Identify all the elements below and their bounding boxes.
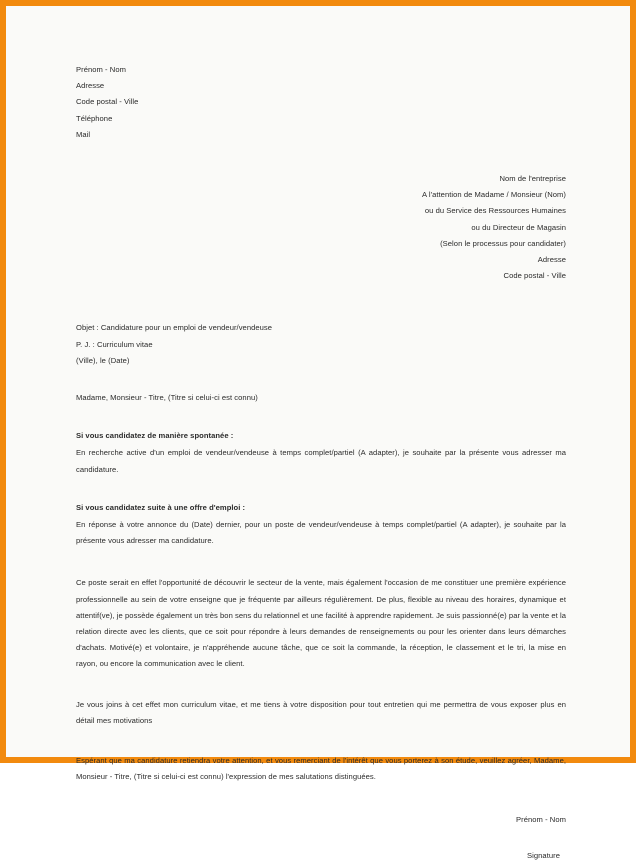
recipient-line-process-note: (Selon le processus pour candidater) (440, 238, 566, 248)
spontaneous-paragraph: En recherche active d'un emploi de vendeur/vendeuse à temps complet/partiel (A adapter), je souhaite par la présente vous adresser ma candidature. (76, 448, 566, 474)
signature-name: Prénom - Nom (516, 814, 566, 824)
main-motivation-paragraph: Ce poste serait en effet l'opportunité de découvrir le secteur de la vente, mais également l'occasion de me constituer une première expérience professionnelle au sein de votre enseigne que je fréquente par ailleurs régulièrement. De plus, flexible au niveau des horaires, dynamique et attentif(ve), je possède également un très bon sens du relationnel et une facilité à apprendre rapidement. Je suis passionné(e) par la vente et la relation directe avec les clients, que ce soit pour répondre à leurs demandes de renseignements ou pour les orienter dans leurs démarches d'achats. Motivé(e) et volontaire, je n'appréhende aucune tâche, que ce soit la commande, la réception, le classement et le tri, la mise en rayon, ou encore la communication avec le client. (76, 578, 566, 669)
recipient-line-address: Adresse (537, 255, 566, 265)
attachment-paragraph: Je vous joins à cet effet mon curriculum vitae, et me tiens à votre disposition pour tout entretien qui me permettra de vous exposer plus en détail mes motivations (76, 699, 566, 725)
greeting-line: Madame, Monsieur - Titre, (Titre si celui-ci est connu) (76, 393, 258, 403)
sender-line-postal-city: Code postal - Ville (76, 97, 139, 107)
signature-block (76, 812, 566, 864)
recipient-address-block (76, 171, 566, 284)
closing-paragraph: Espérant que ma candidature retiendra votre attention, et vous remerciant de l'intérêt que vous porterez à son étude, veuillez agréer, Madame, Monsieur - Titre, (Titre si celui-ci est connu) l'expression de mes salutations distinguées. (76, 756, 566, 782)
spontaneous-heading: Si vous candidatez de manière spontanée : (76, 431, 234, 441)
sender-line-mail: Mail (76, 129, 91, 139)
sender-address-block (76, 62, 566, 143)
recipient-line-company: Nom de l'entreprise (499, 174, 566, 184)
subject-block (76, 320, 566, 369)
recipient-line-hr-service: ou du Service des Ressources Humaines (424, 206, 566, 216)
subject-attachment-line: P. J. : Curriculum vitae (76, 339, 153, 349)
offer-reply-heading: Si vous candidatez suite à une offre d'emploi : (76, 502, 246, 512)
letter-sheet (6, 6, 630, 860)
recipient-line-attention: A l'attention de Madame / Monsieur (Nom) (422, 190, 566, 200)
recipient-line-postal-city: Code postal - Ville (503, 271, 566, 281)
offer-reply-section (76, 500, 566, 550)
signature-label: Signature (527, 850, 560, 860)
sender-line-address: Adresse (76, 81, 105, 91)
letter-content (76, 62, 566, 864)
offer-reply-paragraph: En réponse à votre annonce du (Date) dernier, pour un poste de vendeur/vendeuse à temps complet/partiel (A adapter), je souhaite par la présente vous adresser ma candidature. (76, 520, 566, 546)
subject-place-date-line: (Ville), le (Date) (76, 355, 130, 365)
sender-line-name: Prénom - Nom (76, 65, 126, 74)
spontaneous-section (76, 428, 566, 478)
recipient-line-store-director: ou du Directeur de Magasin (471, 222, 566, 232)
subject-objet-line: Objet : Candidature pour un emploi de vendeur/vendeuse (76, 323, 273, 333)
sender-line-phone: Téléphone (76, 113, 113, 123)
